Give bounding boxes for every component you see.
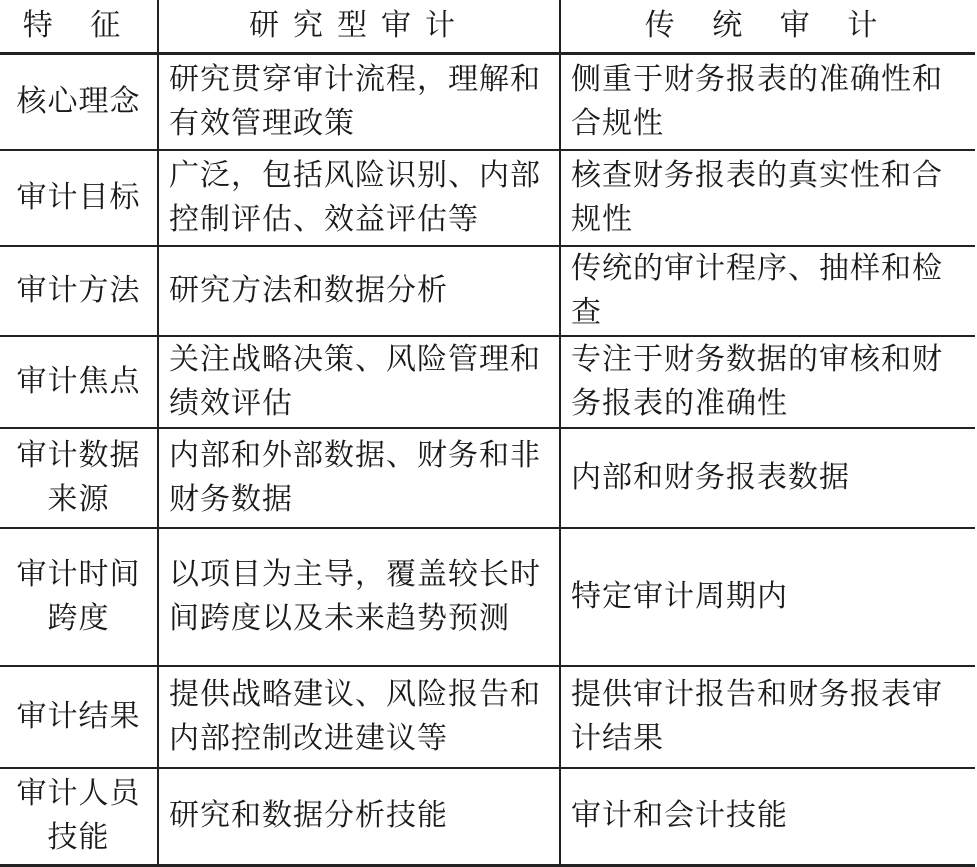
header-feature: 特 征 (0, 0, 158, 54)
table-row (0, 528, 975, 666)
feature-cell: 审计方法 (0, 246, 158, 336)
header-traditional-audit: 传 统 审 计 (560, 0, 975, 54)
table-row (0, 768, 975, 866)
feature-cell: 核心理念 (0, 54, 158, 150)
traditional-cell: 侧重于财务报表的准确性和合规性 (560, 54, 975, 150)
feature-cell: 审计数据来源 (0, 428, 158, 528)
feature-cell: 审计结果 (0, 666, 158, 768)
research-cell: 内部和外部数据、财务和非财务数据 (158, 428, 560, 528)
table-row (0, 336, 975, 428)
traditional-cell: 专注于财务数据的审核和财务报表的准确性 (560, 336, 975, 428)
research-cell: 提供战略建议、风险报告和内部控制改进建议等 (158, 666, 560, 768)
header-row (0, 0, 975, 54)
feature-cell: 审计焦点 (0, 336, 158, 428)
traditional-cell: 特定审计周期内 (560, 528, 975, 666)
traditional-cell: 提供审计报告和财务报表审计结果 (560, 666, 975, 768)
research-cell: 研究方法和数据分析 (158, 246, 560, 336)
traditional-cell: 内部和财务报表数据 (560, 428, 975, 528)
feature-cell: 审计目标 (0, 150, 158, 246)
table-row (0, 54, 975, 150)
table-row (0, 246, 975, 336)
traditional-cell: 审计和会计技能 (560, 768, 975, 866)
table-row (0, 428, 975, 528)
traditional-cell: 传统的审计程序、抽样和检查 (560, 246, 975, 336)
feature-cell: 审计人员技能 (0, 768, 158, 866)
table-row (0, 150, 975, 246)
research-cell: 研究和数据分析技能 (158, 768, 560, 866)
header-research-audit: 研究型审计 (158, 0, 560, 54)
research-cell: 关注战略决策、风险管理和绩效评估 (158, 336, 560, 428)
table-row (0, 666, 975, 768)
feature-cell: 审计时间跨度 (0, 528, 158, 666)
traditional-cell: 核查财务报表的真实性和合规性 (560, 150, 975, 246)
research-cell: 以项目为主导，覆盖较长时间跨度以及未来趋势预测 (158, 528, 560, 666)
research-cell: 广泛，包括风险识别、内部控制评估、效益评估等 (158, 150, 560, 246)
research-cell: 研究贯穿审计流程，理解和有效管理政策 (158, 54, 560, 150)
